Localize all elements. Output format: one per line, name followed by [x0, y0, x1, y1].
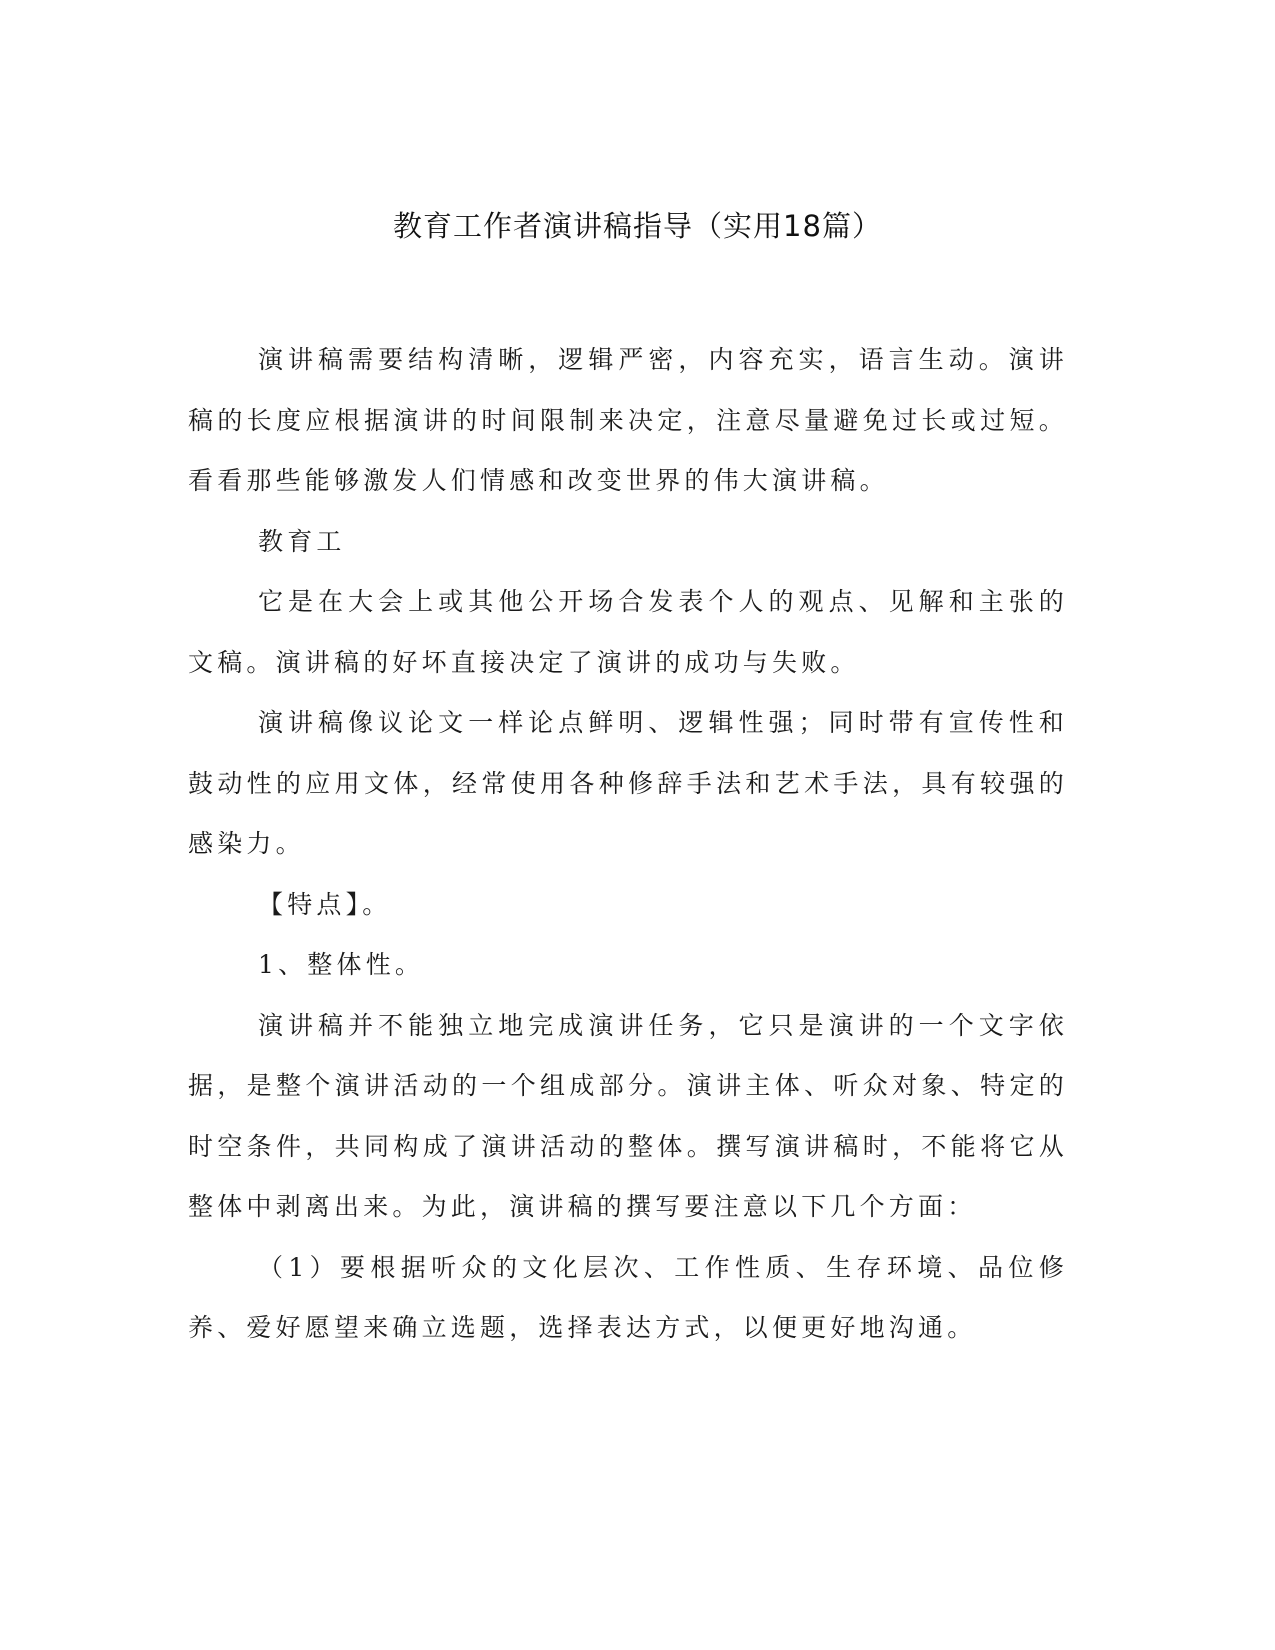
paragraph-heading-education: 教育工	[258, 526, 346, 556]
paragraph-item-1-heading: 1、整体性。	[258, 950, 425, 979]
paragraph-integrity: 演讲稿并不能独立地完成演讲任务，它只是演讲的一个文字依据，是整个演讲活动的一个组成部分。演讲主体、听众对象、特定的时空条件，共同构成了演讲活动的整体。撰写演讲稿时，不能将它从整体中剥离出来。为此，演讲稿的撰写要注意以下几个方面：	[188, 1010, 1068, 1221]
document-title: 教育工作者演讲稿指导（实用18篇）	[393, 209, 882, 243]
paragraph-intro: 演讲稿需要结构清晰，逻辑严密，内容充实，语言生动。演讲稿的长度应根据演讲的时间限制来决定，注意尽量避免过长或过短。看看那些能够激发人们情感和改变世界的伟大演讲稿。	[188, 345, 1068, 495]
paragraph-features-heading: 【特点】。	[258, 889, 392, 919]
paragraph-nature: 演讲稿像议论文一样论点鲜明、逻辑性强；同时带有宣传性和鼓动性的应用文体，经常使用各种修辞手法和艺术手法，具有较强的感染力。	[188, 708, 1068, 858]
paragraph-subitem-1: （1）要根据听众的文化层次、工作性质、生存环境、品位修养、爱好愿望来确立选题，选择表达方式，以便更好地沟通。	[188, 1252, 1068, 1342]
paragraph-definition: 它是在大会上或其他公开场合发表个人的观点、见解和主张的文稿。演讲稿的好坏直接决定了演讲的成功与失败。	[188, 587, 1068, 677]
document-body	[188, 330, 1068, 1359]
